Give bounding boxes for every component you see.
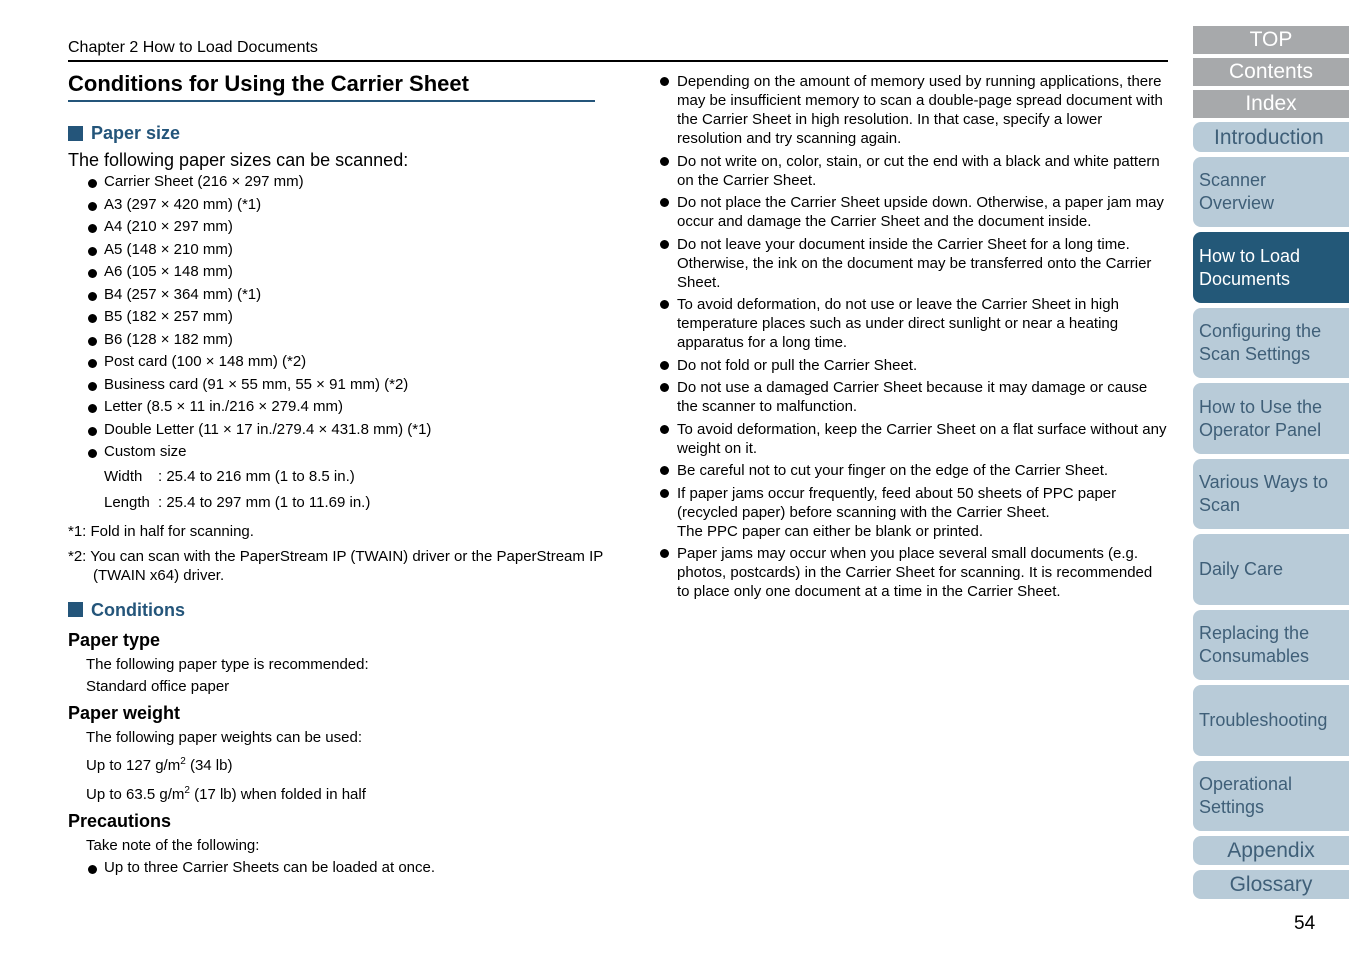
bullet-icon xyxy=(88,269,97,278)
weight-text: Up to 127 g/m xyxy=(86,756,181,774)
list-item-text: To avoid deformation, do not use or leave the Carrier Sheet in high temperature places such as under direct sunlight or near a heating apparatus for a long time. xyxy=(677,296,1119,351)
superscript: 2 xyxy=(180,755,186,767)
sidebar-item-label: Scanner Overview xyxy=(1199,170,1275,213)
bullet-icon xyxy=(88,427,97,436)
bullet-icon xyxy=(660,198,669,207)
precautions-list xyxy=(660,72,1168,601)
weight-text: (17 lb) when folded in half xyxy=(189,785,366,803)
left-column xyxy=(68,70,628,879)
sidebar-item-operational-settings[interactable] xyxy=(1193,761,1349,831)
bullet-icon xyxy=(660,77,669,86)
paper-size-heading xyxy=(68,122,628,144)
precautions-heading: Precautions xyxy=(68,810,172,831)
sidebar-item-various-ways-to-scan[interactable] xyxy=(1193,459,1349,529)
list-item-text: Custom size xyxy=(104,443,187,460)
list-item-text: A4 (210 × 297 mm) xyxy=(104,218,233,235)
footnote-1: *1: Fold in half for scanning. xyxy=(68,522,254,540)
sidebar-item-label: Various Ways to Scan xyxy=(1199,472,1329,515)
bullet-icon xyxy=(88,404,97,413)
footnote-2: *2: You can scan with the PaperStream IP (TWAIN) driver or the PaperStream IP (TWAIN x64) driver. xyxy=(68,547,603,584)
sidebar-item-daily-care[interactable] xyxy=(1193,534,1349,605)
list-item-text: B4 (257 × 364 mm) (*1) xyxy=(104,285,262,303)
paper-weight-line-3 xyxy=(68,780,628,806)
sidebar-item-introduction[interactable] xyxy=(1193,122,1349,152)
sidebar-item-how-to-use-the-operator-panel[interactable] xyxy=(1193,383,1349,454)
bullet-icon xyxy=(88,449,97,458)
sidebar-nav xyxy=(1193,26,1349,904)
list-item-text: Letter (8.5 × 11 in./216 × 279.4 mm) xyxy=(104,398,344,415)
list-item-text: Do not use a damaged Carrier Sheet because it may damage or cause the scanner to malfunction. xyxy=(677,379,1148,415)
bullet-icon xyxy=(660,549,669,558)
paper-type-line-1: The following paper type is recommended: xyxy=(86,655,369,673)
bullet-icon xyxy=(660,425,669,434)
list-item-text: To avoid deformation, keep the Carrier Sheet on a flat surface without any weight on it. xyxy=(677,420,1167,457)
list-item-text: Do not place the Carrier Sheet upside down. Otherwise, a paper jam may occur and damage the Carrier Sheet and the document inside. xyxy=(677,194,1164,230)
bullet-icon xyxy=(660,240,669,249)
list-item xyxy=(68,284,628,307)
paper-size-intro: The following paper sizes can be scanned: xyxy=(68,150,409,170)
bullet-icon xyxy=(660,489,669,498)
list-item xyxy=(68,239,628,262)
bullet-icon xyxy=(88,314,97,323)
list-item-text: Do not fold or pull the Carrier Sheet. xyxy=(677,356,918,374)
list-item xyxy=(68,216,628,239)
bullet-icon xyxy=(88,292,97,301)
precautions-list-start xyxy=(68,857,628,880)
conditions-heading-text: Conditions xyxy=(91,599,185,620)
precautions-intro: Take note of the following: xyxy=(86,836,260,854)
list-item xyxy=(660,295,1168,352)
chapter-header: Chapter 2 How to Load Documents xyxy=(68,39,318,56)
list-item xyxy=(660,72,1168,148)
sidebar-item-label: Replacing the Consumables xyxy=(1199,623,1310,666)
header-rule xyxy=(68,60,1168,62)
list-item xyxy=(660,484,1168,541)
nav-contents-button[interactable]: Contents xyxy=(1193,58,1349,86)
bullet-icon xyxy=(88,224,97,233)
bullet-icon xyxy=(88,382,97,391)
list-item-text: A5 (148 × 210 mm) xyxy=(104,240,233,258)
list-item xyxy=(68,441,628,464)
paper-weight-heading: Paper weight xyxy=(68,702,181,723)
list-item xyxy=(68,396,628,419)
list-item-text: A3 (297 × 420 mm) (*1) xyxy=(104,195,262,213)
bullet-icon xyxy=(660,466,669,475)
list-item xyxy=(660,235,1168,292)
list-item xyxy=(68,374,628,397)
bullet-icon xyxy=(660,361,669,370)
list-item-text: Post card (100 × 148 mm) (*2) xyxy=(104,353,307,370)
bullet-icon xyxy=(660,383,669,392)
sidebar-item-label: How to Load Documents xyxy=(1199,245,1301,289)
sidebar-item-label: Glossary xyxy=(1229,873,1313,896)
weight-text: Up to 63.5 g/m xyxy=(86,785,185,803)
list-item xyxy=(660,461,1168,480)
list-item xyxy=(660,420,1168,458)
list-item-text: Do not leave your document inside the Carrier Sheet for a long time. Otherwise, the ink on the document may be transferred onto the Carrier Sheet. xyxy=(677,235,1152,291)
superscript: 2 xyxy=(184,784,190,796)
custom-width-row xyxy=(68,464,628,490)
paper-size-heading-text: Paper size xyxy=(91,123,181,143)
sidebar-item-label: Introduction xyxy=(1214,125,1324,149)
list-item xyxy=(660,378,1168,416)
custom-length-value: : 25.4 to 297 mm (1 to 11.69 in.) xyxy=(158,493,371,511)
list-item xyxy=(68,351,628,374)
list-item-text: Do not write on, color, stain, or cut the end with a black and white pattern on the Carrier Sheet. xyxy=(677,152,1160,189)
paper-weight-line-2 xyxy=(68,751,628,777)
bullet-icon xyxy=(88,359,97,368)
sidebar-item-configuring-the-scan-settings[interactable] xyxy=(1193,308,1349,378)
sidebar-item-troubleshooting[interactable] xyxy=(1193,685,1349,756)
page-number: 54 xyxy=(1294,913,1316,934)
sidebar-item-scanner-overview[interactable] xyxy=(1193,157,1349,227)
bullet-icon xyxy=(88,247,97,256)
list-item xyxy=(68,194,628,217)
list-item xyxy=(660,356,1168,375)
bullet-icon xyxy=(660,157,669,166)
list-item-text: Depending on the amount of memory used by running applications, there may be insufficient memory to scan a double-page spread document with the Carrier Sheet in high resolution. In that case, specify a lower resolution and try scanning again. xyxy=(677,73,1163,147)
list-item xyxy=(68,306,628,329)
list-item xyxy=(660,152,1168,190)
bullet-icon xyxy=(88,202,97,211)
list-item-text: B5 (182 × 257 mm) xyxy=(104,308,233,325)
list-item-text: A6 (105 × 148 mm) xyxy=(104,263,233,280)
custom-length-row xyxy=(68,490,628,516)
list-item xyxy=(68,857,628,880)
list-item-text: Be careful not to cut your finger on the edge of the Carrier Sheet. xyxy=(677,462,1109,479)
list-item xyxy=(660,544,1168,601)
sidebar-item-appendix[interactable] xyxy=(1193,836,1349,865)
sidebar-item-label: How to Use the Operator Panel xyxy=(1199,396,1323,440)
list-item xyxy=(68,171,628,194)
list-item xyxy=(68,261,628,284)
square-bullet-icon xyxy=(68,126,83,141)
list-item-text: Up to three Carrier Sheets can be loaded at once. xyxy=(104,858,436,876)
list-item xyxy=(660,193,1168,231)
sidebar-item-label: Operational Settings xyxy=(1199,774,1293,817)
weight-text: (34 lb) xyxy=(185,756,233,774)
conditions-heading xyxy=(68,599,628,621)
sidebar-item-label: Configuring the Scan Settings xyxy=(1199,321,1322,364)
nav-top-button[interactable]: TOP xyxy=(1193,26,1349,54)
list-item-text: If paper jams occur frequently, feed about 50 sheets of PPC paper (recycled paper) before scanning with the Carrier Sheet. The PPC paper can either be blank or printed. xyxy=(677,484,1117,540)
list-item-text: Business card (91 × 55 mm, 55 × 91 mm) (*2) xyxy=(104,375,409,393)
list-item xyxy=(68,329,628,352)
sidebar-item-label: Troubleshooting xyxy=(1199,710,1328,730)
custom-length-label: Length xyxy=(104,493,150,511)
sidebar-item-how-to-load-documents[interactable] xyxy=(1193,232,1349,303)
sidebar-item-label: Appendix xyxy=(1227,839,1315,862)
page-title: Conditions for Using the Carrier Sheet xyxy=(68,70,595,102)
custom-width-label: Width xyxy=(104,467,143,485)
custom-width-value: : 25.4 to 216 mm (1 to 8.5 in.) xyxy=(158,467,355,485)
list-item xyxy=(68,419,628,442)
paper-type-heading: Paper type xyxy=(68,629,161,650)
right-column xyxy=(660,72,1168,605)
bullet-icon xyxy=(660,300,669,309)
sidebar-item-replacing-the-consumables[interactable] xyxy=(1193,610,1349,680)
bullet-icon xyxy=(88,865,97,874)
bullet-icon xyxy=(88,337,97,346)
paper-size-list xyxy=(68,171,628,464)
sidebar-item-glossary[interactable] xyxy=(1193,870,1349,899)
nav-index-button[interactable]: Index xyxy=(1193,90,1349,118)
square-bullet-icon xyxy=(68,602,83,617)
paper-type-line-2: Standard office paper xyxy=(86,677,230,695)
list-item-text: Paper jams may occur when you place several small documents (e.g. photos, postcards) in the Carrier Sheet for scanning. It is recommended to place only one document at a time in the Carrier Sheet. xyxy=(677,545,1153,600)
bullet-icon xyxy=(88,179,97,188)
paper-weight-line-1: The following paper weights can be used: xyxy=(86,728,363,746)
sidebar-item-label: Daily Care xyxy=(1199,559,1284,579)
list-item-text: Carrier Sheet (216 × 297 mm) xyxy=(104,173,304,190)
list-item-text: B6 (128 × 182 mm) xyxy=(104,330,233,348)
list-item-text: Double Letter (11 × 17 in./279.4 × 431.8 mm) (*1) xyxy=(104,420,432,438)
